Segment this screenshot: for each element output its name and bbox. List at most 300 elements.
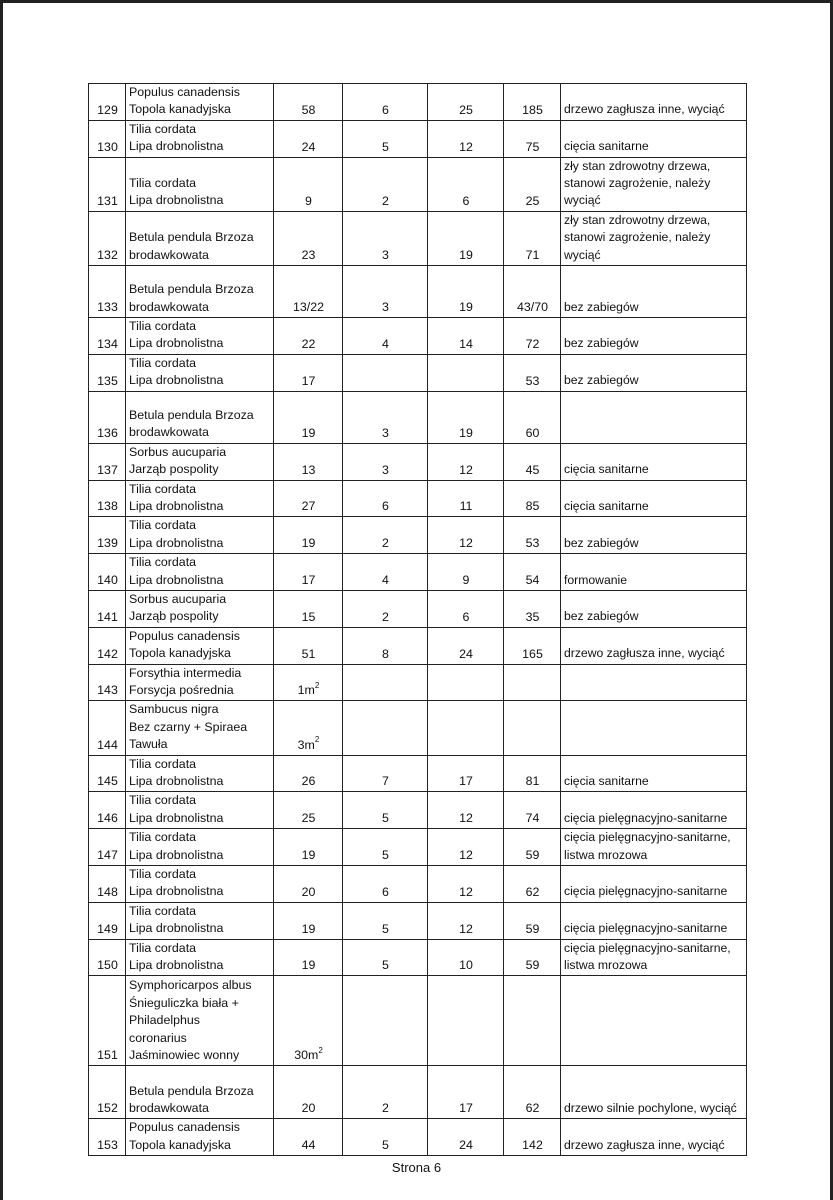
species-name-line: Tilia cordata xyxy=(129,867,197,882)
trunk-circumference xyxy=(274,866,343,903)
trunk-circumference xyxy=(274,590,343,627)
species-name-line: Tilia cordata xyxy=(129,481,197,496)
species-name-line: Jarząb pospolity xyxy=(129,462,219,477)
recommendation xyxy=(561,902,747,939)
trunk-diameter: 60 xyxy=(504,391,561,443)
recommendation-line: zły stan zdrowotny drzewa, xyxy=(564,158,711,173)
tree-height: 6 xyxy=(428,157,504,211)
trunk-circumference-value: 30m xyxy=(294,1048,319,1063)
species-name xyxy=(126,391,274,443)
trunk-circumference xyxy=(274,157,343,211)
trunk-diameter xyxy=(504,701,561,755)
tree-height: 10 xyxy=(428,939,504,976)
recommendation-line: bez zabiegów xyxy=(564,535,639,550)
species-name xyxy=(126,939,274,976)
trunk-diameter: 74 xyxy=(504,792,561,829)
trunk-circumference-value: 1m xyxy=(297,683,315,698)
species-name-line: brodawkowata xyxy=(129,247,209,262)
species-name-line: Tilia cordata xyxy=(129,355,197,370)
trunk-diameter xyxy=(504,664,561,701)
tree-height: 24 xyxy=(428,1119,504,1156)
trunk-circumference-value: 19 xyxy=(301,958,316,973)
crown-diameter: 5 xyxy=(343,120,428,157)
species-name-line: Lipa drobnolistna xyxy=(129,193,224,208)
table-row xyxy=(89,480,747,517)
species-name xyxy=(126,1066,274,1119)
table-row xyxy=(89,902,747,939)
crown-diameter: 5 xyxy=(343,1119,428,1156)
trunk-circumference-value: 3m xyxy=(297,737,315,752)
trunk-circumference-value: 20 xyxy=(301,1101,316,1116)
tree-height xyxy=(428,354,504,391)
trunk-circumference xyxy=(274,976,343,1066)
tree-height: 24 xyxy=(428,627,504,664)
tree-height xyxy=(428,976,504,1066)
page-frame-left xyxy=(0,0,3,1200)
species-name-line: Betula pendula Brzoza xyxy=(129,1083,254,1098)
trunk-circumference-value: 22 xyxy=(301,336,316,351)
tree-height: 12 xyxy=(428,829,504,866)
recommendation xyxy=(561,829,747,866)
recommendation xyxy=(561,939,747,976)
trunk-diameter: 59 xyxy=(504,902,561,939)
trunk-circumference xyxy=(274,266,343,318)
row-number: 132 xyxy=(89,211,126,265)
area-unit-exponent: 2 xyxy=(314,735,320,745)
trunk-circumference-value: 19 xyxy=(301,536,316,551)
species-name-line: Śnieguliczka biała + xyxy=(129,995,239,1010)
trunk-circumference-value: 13/22 xyxy=(292,300,324,315)
species-name-line: Tilia cordata xyxy=(129,555,197,570)
trunk-circumference xyxy=(274,755,343,792)
crown-diameter: 3 xyxy=(343,266,428,318)
species-name-line: Tilia cordata xyxy=(129,793,197,808)
species-name-line: Tilia cordata xyxy=(129,903,197,918)
trunk-circumference xyxy=(274,664,343,701)
trunk-circumference-value: 19 xyxy=(301,848,316,863)
row-number: 142 xyxy=(89,627,126,664)
recommendation xyxy=(561,443,747,480)
recommendation-line: cięcia sanitarne xyxy=(564,498,649,513)
tree-height xyxy=(428,701,504,755)
row-number: 146 xyxy=(89,792,126,829)
crown-diameter: 8 xyxy=(343,627,428,664)
tree-height xyxy=(428,664,504,701)
trunk-circumference xyxy=(274,443,343,480)
trunk-circumference-value: 9 xyxy=(305,193,312,208)
table-row xyxy=(89,517,747,554)
recommendation-line: cięcia pielęgnacyjno-sanitarne xyxy=(564,921,728,936)
recommendation-line: stanowi zagrożenie, należy xyxy=(564,230,711,245)
species-name xyxy=(126,829,274,866)
species-name-line: Tilia cordata xyxy=(129,121,197,136)
table-row xyxy=(89,590,747,627)
trunk-circumference-value: 23 xyxy=(301,248,316,263)
species-name-line: Topola kanadyjska xyxy=(129,102,231,117)
table-row xyxy=(89,120,747,157)
tree-height: 17 xyxy=(428,1066,504,1119)
crown-diameter: 3 xyxy=(343,391,428,443)
trunk-circumference-value: 17 xyxy=(301,572,316,587)
tree-height: 19 xyxy=(428,211,504,265)
row-number: 152 xyxy=(89,1066,126,1119)
trunk-diameter: 43/70 xyxy=(504,266,561,318)
recommendation-line: bez zabiegów xyxy=(564,299,639,314)
tree-height: 12 xyxy=(428,443,504,480)
trunk-diameter: 62 xyxy=(504,1066,561,1119)
species-name xyxy=(126,211,274,265)
species-name-line: Lipa drobnolistna xyxy=(129,847,224,862)
species-name xyxy=(126,480,274,517)
table-row xyxy=(89,939,747,976)
recommendation xyxy=(561,664,747,701)
recommendation xyxy=(561,701,747,755)
table-row xyxy=(89,976,747,1066)
table-row xyxy=(89,391,747,443)
trunk-diameter: 35 xyxy=(504,590,561,627)
page-number: Strona 6 xyxy=(391,1160,442,1175)
species-name-line: brodawkowata xyxy=(129,1101,209,1116)
table-row xyxy=(89,318,747,355)
recommendation-line: formowanie xyxy=(564,572,627,587)
row-number: 147 xyxy=(89,829,126,866)
species-name-line: Tilia cordata xyxy=(129,830,197,845)
species-name-line: Topola kanadyjska xyxy=(129,1137,231,1152)
species-name-line: Lipa drobnolistna xyxy=(129,572,224,587)
row-number: 134 xyxy=(89,318,126,355)
trunk-circumference xyxy=(274,354,343,391)
trunk-circumference-value: 44 xyxy=(301,1138,316,1153)
species-name-line: Sorbus aucuparia xyxy=(129,591,227,606)
species-name-line: brodawkowata xyxy=(129,299,209,314)
crown-diameter xyxy=(343,354,428,391)
species-name xyxy=(126,554,274,591)
species-name xyxy=(126,266,274,318)
trunk-circumference-value: 25 xyxy=(301,811,316,826)
recommendation xyxy=(561,976,747,1066)
trunk-circumference-value: 51 xyxy=(301,646,316,661)
crown-diameter: 5 xyxy=(343,939,428,976)
page-frame-top xyxy=(0,0,833,3)
species-name-line: Tilia cordata xyxy=(129,940,197,955)
row-number: 144 xyxy=(89,701,126,755)
recommendation xyxy=(561,866,747,903)
trunk-circumference-value: 15 xyxy=(301,609,316,624)
tree-inventory-table xyxy=(88,83,747,1156)
table-row xyxy=(89,157,747,211)
species-name-line: Forsycja pośrednia xyxy=(129,682,234,697)
recommendation-line: bez zabiegów xyxy=(564,609,639,624)
trunk-diameter xyxy=(504,976,561,1066)
row-number: 133 xyxy=(89,266,126,318)
crown-diameter: 4 xyxy=(343,318,428,355)
trunk-diameter: 62 xyxy=(504,866,561,903)
species-name-line: Philadelphus xyxy=(129,1013,200,1028)
species-name xyxy=(126,1119,274,1156)
table-row xyxy=(89,755,747,792)
crown-diameter xyxy=(343,664,428,701)
recommendation-line: cięcia pielęgnacyjno-sanitarne, xyxy=(564,830,731,845)
crown-diameter xyxy=(343,701,428,755)
recommendation xyxy=(561,354,747,391)
species-name-line: Lipa drobnolistna xyxy=(129,535,224,550)
recommendation xyxy=(561,755,747,792)
trunk-circumference xyxy=(274,480,343,517)
trunk-circumference xyxy=(274,829,343,866)
row-number: 137 xyxy=(89,443,126,480)
crown-diameter xyxy=(343,976,428,1066)
species-name-line: Symphoricarpos albus xyxy=(129,978,252,993)
table-row xyxy=(89,866,747,903)
recommendation-line: wyciąć xyxy=(564,193,601,208)
table-row xyxy=(89,211,747,265)
species-name xyxy=(126,976,274,1066)
species-name-line: Populus canadensis xyxy=(129,628,240,643)
trunk-circumference xyxy=(274,211,343,265)
row-number: 140 xyxy=(89,554,126,591)
tree-height: 19 xyxy=(428,266,504,318)
recommendation xyxy=(561,211,747,265)
table-row xyxy=(89,792,747,829)
area-unit-exponent: 2 xyxy=(314,681,320,691)
trunk-circumference xyxy=(274,318,343,355)
recommendation-line: wyciąć xyxy=(564,247,601,262)
species-name xyxy=(126,590,274,627)
recommendation-line: cięcia pielęgnacyjno-sanitarne, xyxy=(564,940,731,955)
table-row xyxy=(89,266,747,318)
recommendation-line: listwa mrozowa xyxy=(564,847,648,862)
species-name-line: Lipa drobnolistna xyxy=(129,139,224,154)
recommendation xyxy=(561,627,747,664)
recommendation-line: bez zabiegów xyxy=(564,336,639,351)
trunk-circumference-value: 27 xyxy=(301,499,316,514)
crown-diameter: 6 xyxy=(343,480,428,517)
trunk-circumference xyxy=(274,627,343,664)
recommendation-line: drzewo zagłusza inne, wyciąć xyxy=(564,646,725,661)
trunk-diameter: 45 xyxy=(504,443,561,480)
table-row xyxy=(89,1119,747,1156)
species-name xyxy=(126,755,274,792)
trunk-circumference-value: 19 xyxy=(301,921,316,936)
trunk-circumference xyxy=(274,939,343,976)
recommendation xyxy=(561,792,747,829)
trunk-diameter: 59 xyxy=(504,939,561,976)
species-name xyxy=(126,84,274,121)
species-name-line: Lipa drobnolistna xyxy=(129,810,224,825)
crown-diameter: 5 xyxy=(343,902,428,939)
recommendation-line: bez zabiegów xyxy=(564,373,639,388)
tree-height: 9 xyxy=(428,554,504,591)
recommendation-line: drzewo silnie pochylone, wyciąć xyxy=(564,1101,737,1116)
species-name-line: Tilia cordata xyxy=(129,319,197,334)
trunk-diameter: 54 xyxy=(504,554,561,591)
trunk-diameter: 72 xyxy=(504,318,561,355)
trunk-diameter: 53 xyxy=(504,517,561,554)
crown-diameter: 3 xyxy=(343,443,428,480)
species-name-line: Lipa drobnolistna xyxy=(129,774,224,788)
tree-height: 19 xyxy=(428,391,504,443)
recommendation-line: cięcia pielęgnacyjno-sanitarne xyxy=(564,884,728,899)
table-row xyxy=(89,829,747,866)
trunk-circumference xyxy=(274,517,343,554)
row-number: 135 xyxy=(89,354,126,391)
species-name xyxy=(126,443,274,480)
trunk-diameter: 185 xyxy=(504,84,561,121)
row-number: 148 xyxy=(89,866,126,903)
trunk-diameter: 59 xyxy=(504,829,561,866)
trunk-circumference-value: 19 xyxy=(301,425,316,440)
trunk-diameter: 71 xyxy=(504,211,561,265)
species-name xyxy=(126,701,274,755)
species-name xyxy=(126,627,274,664)
trunk-circumference-value: 58 xyxy=(301,102,316,117)
recommendation xyxy=(561,1066,747,1119)
crown-diameter: 3 xyxy=(343,211,428,265)
recommendation xyxy=(561,318,747,355)
recommendation-line: zły stan zdrowotny drzewa, xyxy=(564,212,711,227)
species-name xyxy=(126,902,274,939)
recommendation xyxy=(561,157,747,211)
table-row xyxy=(89,554,747,591)
row-number: 130 xyxy=(89,120,126,157)
recommendation xyxy=(561,84,747,121)
tree-height: 12 xyxy=(428,517,504,554)
recommendation xyxy=(561,120,747,157)
trunk-diameter: 165 xyxy=(504,627,561,664)
row-number: 153 xyxy=(89,1119,126,1156)
species-name-line: Jarząb pospolity xyxy=(129,609,219,624)
row-number: 149 xyxy=(89,902,126,939)
table-row xyxy=(89,354,747,391)
trunk-circumference-value: 26 xyxy=(301,774,316,789)
species-name-line: Populus canadensis xyxy=(129,1120,240,1135)
species-name-line: Betula pendula Brzoza xyxy=(129,282,254,297)
trunk-circumference xyxy=(274,701,343,755)
trunk-circumference xyxy=(274,1119,343,1156)
trunk-circumference-value: 13 xyxy=(301,462,316,477)
species-name-line: coronarius xyxy=(129,1030,187,1045)
species-name-line: Lipa drobnolistna xyxy=(129,884,224,899)
trunk-diameter: 53 xyxy=(504,354,561,391)
recommendation xyxy=(561,590,747,627)
crown-diameter: 5 xyxy=(343,829,428,866)
row-number: 145 xyxy=(89,755,126,792)
tree-height: 6 xyxy=(428,590,504,627)
species-name xyxy=(126,517,274,554)
row-number: 136 xyxy=(89,391,126,443)
trunk-circumference-value: 17 xyxy=(301,373,316,388)
trunk-circumference xyxy=(274,554,343,591)
recommendation-line: stanowi zagrożenie, należy xyxy=(564,176,711,191)
recommendation xyxy=(561,391,747,443)
recommendation-line: cięcia sanitarne xyxy=(564,774,649,788)
tree-height: 14 xyxy=(428,318,504,355)
table-row xyxy=(89,84,747,121)
species-name-line: Lipa drobnolistna xyxy=(129,336,224,351)
species-name xyxy=(126,866,274,903)
row-number: 150 xyxy=(89,939,126,976)
species-name xyxy=(126,354,274,391)
recommendation-line: listwa mrozowa xyxy=(564,958,648,973)
recommendation-line: drzewo zagłusza inne, wyciąć xyxy=(564,1137,725,1152)
trunk-diameter: 142 xyxy=(504,1119,561,1156)
recommendation-line: cięcia pielęgnacyjno-sanitarne xyxy=(564,810,728,825)
trunk-diameter: 85 xyxy=(504,480,561,517)
recommendation-line: cięcia sanitarne xyxy=(564,462,649,477)
table-row xyxy=(89,627,747,664)
tree-height: 12 xyxy=(428,866,504,903)
table-row xyxy=(89,664,747,701)
species-name-line: Tawuła xyxy=(129,737,168,752)
species-name-line: Tilia cordata xyxy=(129,756,197,771)
recommendation xyxy=(561,266,747,318)
row-number: 141 xyxy=(89,590,126,627)
tree-height: 12 xyxy=(428,902,504,939)
recommendation xyxy=(561,1119,747,1156)
row-number: 138 xyxy=(89,480,126,517)
species-name xyxy=(126,157,274,211)
crown-diameter: 2 xyxy=(343,157,428,211)
trunk-circumference-value: 20 xyxy=(301,884,316,899)
species-name-line: Bez czarny + Spiraea xyxy=(129,719,248,734)
tree-height: 12 xyxy=(428,792,504,829)
trunk-diameter: 25 xyxy=(504,157,561,211)
species-name-line: Betula pendula Brzoza xyxy=(129,407,254,422)
trunk-circumference xyxy=(274,792,343,829)
table-row xyxy=(89,701,747,755)
crown-diameter: 2 xyxy=(343,517,428,554)
species-name-line: Sorbus aucuparia xyxy=(129,444,227,459)
trunk-circumference xyxy=(274,1066,343,1119)
trunk-circumference xyxy=(274,84,343,121)
tree-height: 12 xyxy=(428,120,504,157)
species-name-line: Tilia cordata xyxy=(129,518,197,533)
trunk-circumference xyxy=(274,902,343,939)
trunk-circumference xyxy=(274,120,343,157)
recommendation xyxy=(561,517,747,554)
species-name-line: Betula pendula Brzoza xyxy=(129,230,254,245)
species-name-line: Populus canadensis xyxy=(129,85,240,99)
species-name-line: Jaśminowiec wonny xyxy=(129,1048,240,1063)
species-name-line: Lipa drobnolistna xyxy=(129,958,224,973)
species-name xyxy=(126,318,274,355)
trunk-diameter: 75 xyxy=(504,120,561,157)
tree-height: 11 xyxy=(428,480,504,517)
table-row xyxy=(89,1066,747,1119)
trunk-diameter: 81 xyxy=(504,755,561,792)
species-name-line: Topola kanadyjska xyxy=(129,646,231,661)
table-body xyxy=(89,84,747,1156)
crown-diameter: 6 xyxy=(343,866,428,903)
species-name-line: Tilia cordata xyxy=(129,176,197,191)
species-name xyxy=(126,664,274,701)
species-name-line: brodawkowata xyxy=(129,425,209,440)
row-number: 129 xyxy=(89,84,126,121)
recommendation-line: drzewo zagłusza inne, wyciąć xyxy=(564,102,725,117)
area-unit-exponent: 2 xyxy=(318,1046,323,1056)
crown-diameter: 2 xyxy=(343,1066,428,1119)
species-name-line: Lipa drobnolistna xyxy=(129,921,224,936)
species-name-line: Forsythia intermedia xyxy=(129,665,242,680)
recommendation xyxy=(561,480,747,517)
species-name xyxy=(126,792,274,829)
species-name-line: Lipa drobnolistna xyxy=(129,498,224,513)
species-name-line: Lipa drobnolistna xyxy=(129,373,224,388)
row-number: 143 xyxy=(89,664,126,701)
trunk-circumference xyxy=(274,391,343,443)
table-row xyxy=(89,443,747,480)
recommendation xyxy=(561,554,747,591)
